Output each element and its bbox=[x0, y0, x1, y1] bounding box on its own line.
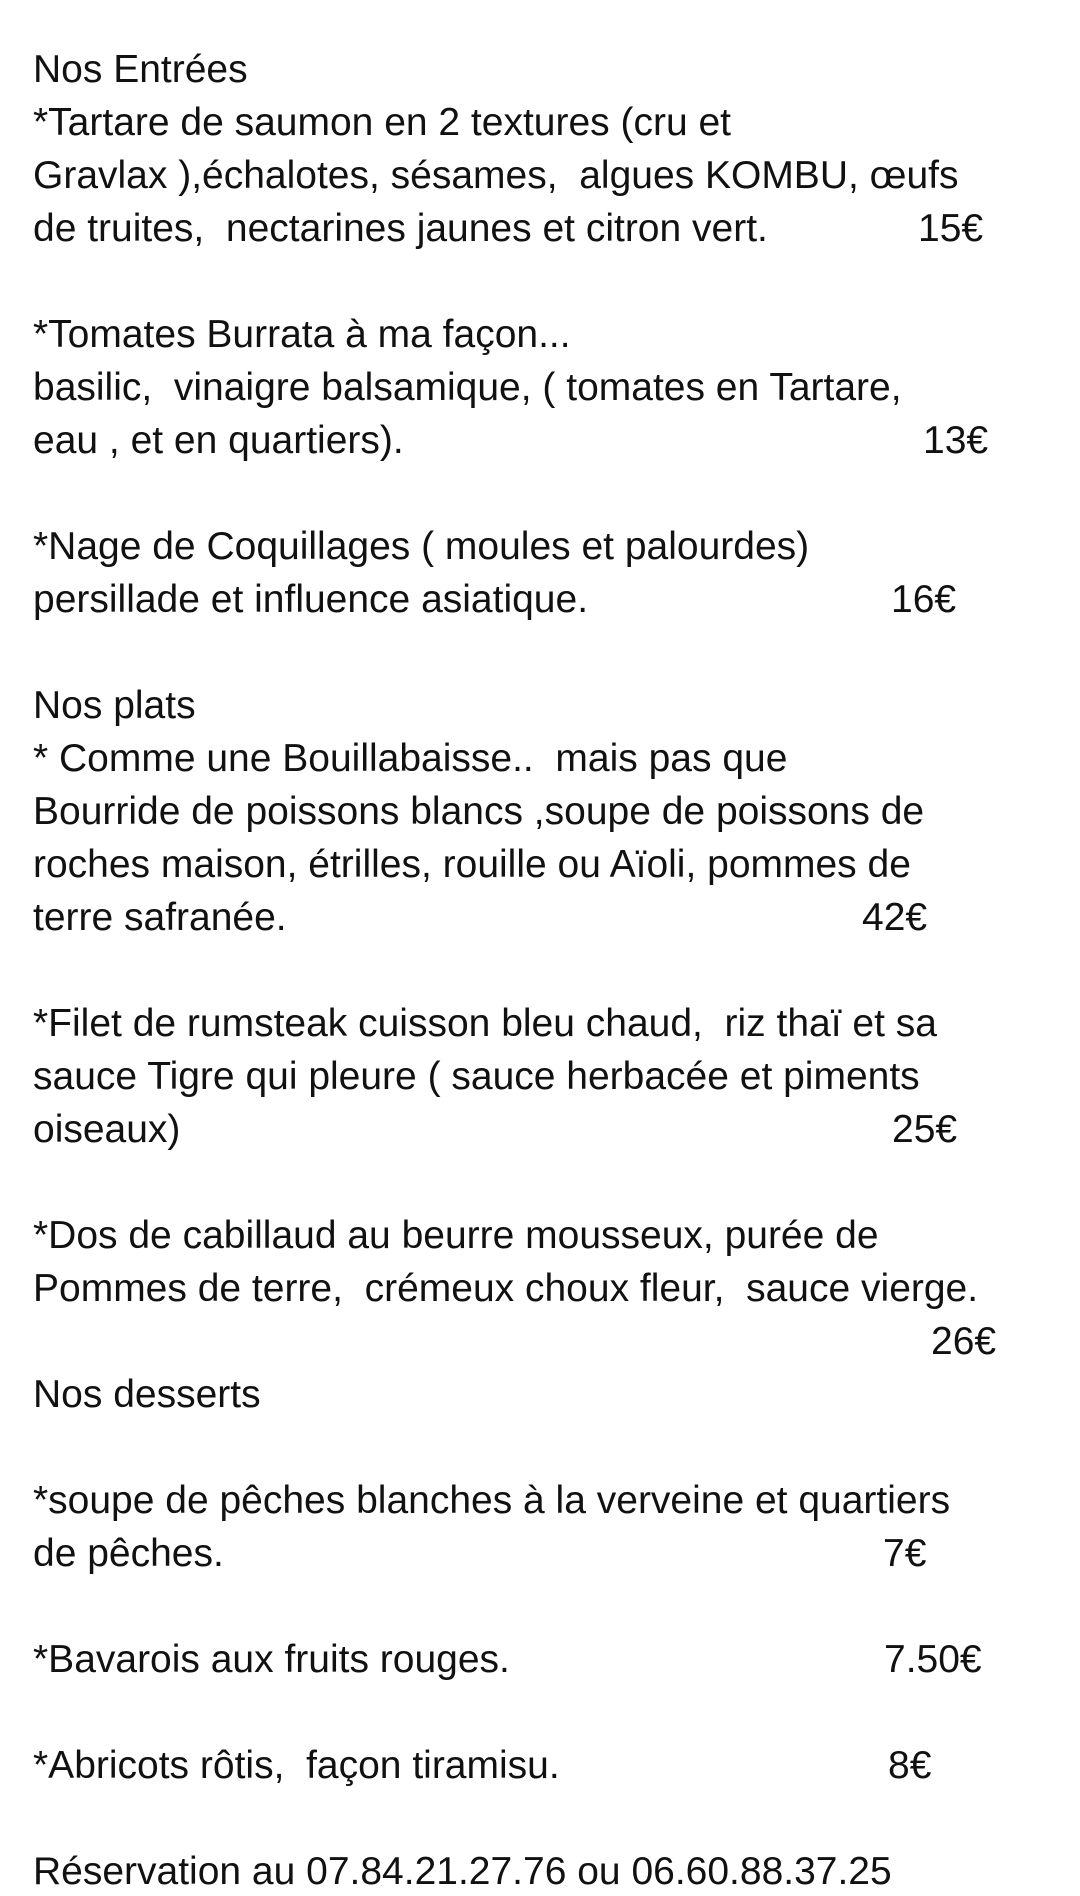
menu-item-line: roches maison, étrilles, rouille ou Aïoli, pommes de bbox=[33, 843, 911, 886]
menu-item-price: 16€ bbox=[891, 578, 957, 621]
section-heading-entrees: Nos Entrées bbox=[33, 48, 248, 91]
menu-item-line: de pêches. bbox=[33, 1532, 224, 1575]
menu-item-price: 15€ bbox=[918, 207, 984, 250]
menu-item-line: *Abricots rôtis, façon tiramisu. bbox=[33, 1744, 560, 1787]
menu-item-line: basilic, vinaigre balsamique, ( tomates en Tartare, bbox=[33, 366, 902, 409]
menu-item-line: *Dos de cabillaud au beurre mousseux, purée de bbox=[33, 1214, 879, 1257]
menu-item-price: 26€ bbox=[931, 1320, 997, 1363]
menu-item-line: de truites, nectarines jaunes et citron vert. bbox=[33, 207, 768, 250]
menu-item-line: eau , et en quartiers). bbox=[33, 419, 404, 462]
menu-item-price: 42€ bbox=[862, 896, 928, 939]
menu-item-line: *Filet de rumsteak cuisson bleu chaud, riz thaï et sa bbox=[33, 1002, 937, 1045]
menu-item-price: 7.50€ bbox=[884, 1638, 982, 1681]
menu-item-line: Pommes de terre, crémeux choux fleur, sauce vierge. bbox=[33, 1267, 979, 1310]
menu-item-line: terre safranée. bbox=[33, 896, 287, 939]
menu-item-price: 7€ bbox=[883, 1532, 927, 1575]
section-heading-desserts: Nos desserts bbox=[33, 1373, 261, 1416]
menu-item-line: persillade et influence asiatique. bbox=[33, 578, 589, 621]
menu-item-price: 8€ bbox=[888, 1744, 932, 1787]
menu-item-line: *Tartare de saumon en 2 textures (cru et bbox=[33, 101, 732, 144]
reservation-info: Réservation au 07.84.21.27.76 ou 06.60.88.37.25 bbox=[33, 1850, 892, 1893]
menu-item-line: * Comme une Bouillabaisse.. mais pas que bbox=[33, 737, 788, 780]
menu-item-line: *Bavarois aux fruits rouges. bbox=[33, 1638, 510, 1681]
menu-item-price: 25€ bbox=[892, 1108, 958, 1151]
menu-item-line: sauce Tigre qui pleure ( sauce herbacée et piments bbox=[33, 1055, 920, 1098]
menu-item-line: *Nage de Coquillages ( moules et palourdes) bbox=[33, 525, 810, 568]
menu-item-line: *Tomates Burrata à ma façon... bbox=[33, 313, 571, 356]
menu-item-line: oiseaux) bbox=[33, 1108, 181, 1151]
menu-item-line: *soupe de pêches blanches à la verveine et quartiers bbox=[33, 1479, 951, 1522]
section-heading-plats: Nos plats bbox=[33, 684, 196, 727]
menu-item-line: Gravlax ),échalotes, sésames, algues KOMBU, œufs bbox=[33, 154, 959, 197]
menu-item-line: Bourride de poissons blancs ,soupe de poissons de bbox=[33, 790, 925, 833]
menu-item-price: 13€ bbox=[923, 419, 989, 462]
